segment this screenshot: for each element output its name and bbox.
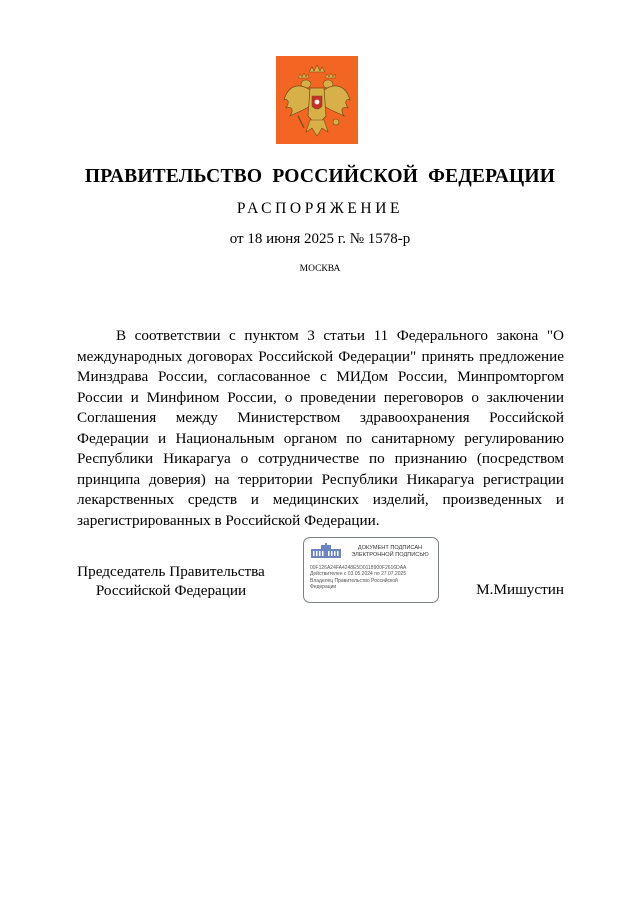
government-title: ПРАВИТЕЛЬСТВО РОССИЙСКОЙ ФЕДЕРАЦИИ [84, 166, 556, 187]
stamp-heading-line1: ДОКУМЕНТ ПОДПИСАН [357, 545, 423, 551]
signer-name: М.Мишустин [476, 581, 564, 598]
signer-position [72, 562, 270, 600]
signer-position-line1: Председатель Правительства [77, 563, 265, 580]
stamp-owner-line1: Владелец Правительство Российской [310, 577, 398, 584]
document-city: МОСКВА [299, 264, 341, 274]
electronic-signature-stamp [303, 537, 439, 603]
document-date-number: от 18 июня 2025 г. № 1578-р [229, 231, 411, 247]
stamp-heading-line2: ЭЛЕКТРОННОЙ ПОДПИСЬЮ [351, 551, 429, 558]
signer-position-line2: Российской Федерации [95, 582, 247, 599]
government-building-icon [309, 543, 343, 559]
document-type: РАСПОРЯЖЕНИЕ [236, 200, 404, 217]
decree-body-paragraph: В соответствии с пунктом 3 статьи 11 Федерального закона "О международных договорах Российской Федерации" принять предложение Минздрава России, согласованное с МИДом России, Минпромторгом России и Минфином России, о проведении переговоров о заключении Соглашения между Министерством здравоохранения Российской Федерации и Национальным органом по санитарному регулированию Республики Никарагуа о сотрудничестве по признанию (посредством принципа доверия) на территории Республики Никарагуа регистрации лекарственных средств и медицинских изделий, произведенных и зарегистрированных в Российской Федерации. [77, 327, 564, 529]
coat-of-arms-icon [276, 56, 358, 144]
stamp-owner-line2: Федерации [310, 584, 337, 591]
stamp-heading [344, 545, 436, 559]
stamp-details [310, 565, 436, 591]
stamp-certificate: 00F126A24FA4248E5D0118900F2616DAA [310, 565, 407, 571]
stamp-validity: Действителен с 03.05.2024 по 27.07.2025 [310, 571, 407, 578]
